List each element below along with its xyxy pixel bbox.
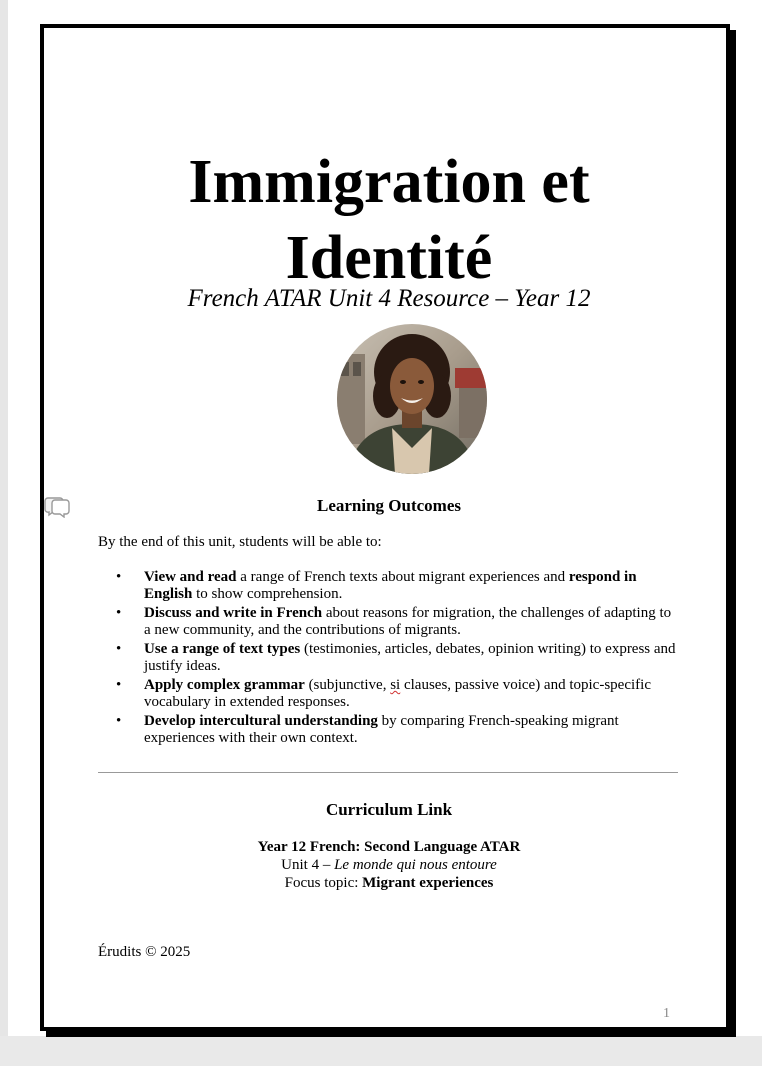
list-item: • Develop intercultural understanding by comparing French-speaking migrant experiences with their own context.	[116, 713, 619, 746]
portrait-photo	[337, 324, 487, 474]
bullet-icon: •	[116, 713, 122, 729]
list-item: • Use a range of text types (testimonies, articles, debates, opinion writing) to express and justify ideas.	[116, 641, 676, 674]
title-line-1: Immigration et	[188, 148, 590, 216]
learning-outcomes-intro: By the end of this unit, students will be able to:	[98, 534, 382, 550]
bullet-icon: •	[116, 677, 122, 693]
bullet-icon: •	[116, 605, 122, 621]
spellcheck-flagged-word[interactable]: si	[390, 677, 401, 693]
bullet-icon: •	[116, 641, 122, 657]
list-item: • Discuss and write in French about reasons for migration, the challenges of adapting to a new community, and the contributions of migrants.	[116, 605, 672, 638]
focus-topic: Migrant experiences	[362, 875, 494, 891]
viewer-background	[0, 0, 8, 1066]
list-item: • View and read a range of French texts about migrant experiences and respond in English to show comprehension.	[116, 569, 637, 602]
curriculum-link-details	[44, 838, 734, 892]
viewer-background-bottom	[0, 1036, 762, 1066]
focus-prefix: Focus topic:	[284, 875, 363, 891]
copyright-footer: Érudits © 2025	[98, 944, 191, 960]
title-line-2: Identité	[285, 224, 493, 292]
page-subtitle: French ATAR Unit 4 Resource – Year 12	[187, 285, 591, 312]
bullet-icon: •	[116, 569, 122, 585]
learning-outcomes-list	[98, 569, 678, 749]
unit-prefix: Unit 4 –	[281, 857, 335, 873]
curriculum-link-heading: Curriculum Link	[325, 800, 453, 819]
document-page	[40, 24, 730, 1031]
horizontal-divider	[98, 772, 678, 773]
course-name: Year 12 French: Second Language ATAR	[257, 839, 521, 855]
page-title	[44, 144, 734, 296]
unit-title: Le monde qui nous entoure	[334, 857, 497, 873]
page-number: 1	[663, 1006, 670, 1021]
list-item: • Apply complex grammar (subjunctive, si clauses, passive voice) and topic-specific vocabulary in extended responses.	[116, 677, 651, 710]
learning-outcomes-heading: Learning Outcomes	[316, 496, 462, 515]
